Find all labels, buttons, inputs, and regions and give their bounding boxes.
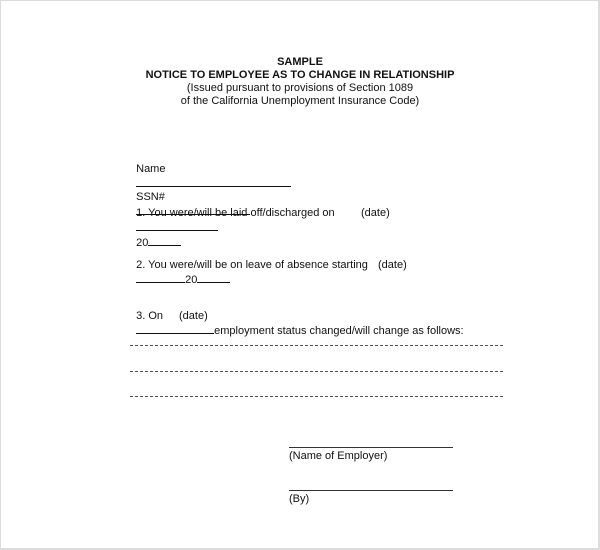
item-1-year-field[interactable] <box>148 235 181 246</box>
employer-name-caption: (Name of Employer) <box>289 450 388 462</box>
name-field[interactable] <box>136 176 291 187</box>
status-change-line-1[interactable] <box>130 345 503 346</box>
employer-name-line[interactable] <box>289 447 453 448</box>
item-2-year-prefix: 20 <box>185 274 198 286</box>
item-2-year-field[interactable] <box>197 272 230 283</box>
item-2-date-caption: (date) <box>378 259 407 271</box>
name-label: Name <box>136 163 166 175</box>
status-change-line-3[interactable] <box>130 396 503 397</box>
header-title: NOTICE TO EMPLOYEE AS TO CHANGE IN RELATIONSHIP <box>145 69 455 81</box>
ssn-label: SSN# <box>136 191 165 203</box>
document-header <box>0 56 600 108</box>
item-1-text: 1. You were/will be laid off/discharged on <box>136 207 335 219</box>
header-sample: SAMPLE <box>277 56 323 68</box>
header-subtitle-1: (Issued pursuant to provisions of Section 1089 <box>186 82 414 94</box>
item-3-suffix: employment status changed/will change as follows: <box>214 325 464 337</box>
header-subtitle-2: of the California Unemployment Insurance Code) <box>180 95 420 107</box>
item-3-date-caption: (date) <box>179 310 208 322</box>
by-signature-line[interactable] <box>289 490 453 491</box>
item-3-date-field[interactable] <box>136 323 214 334</box>
item-2-row <box>130 246 368 287</box>
by-caption: (By) <box>289 493 310 505</box>
item-3-prefix: 3. On <box>136 310 164 322</box>
item-1-date-field[interactable] <box>136 220 218 231</box>
item-1-row <box>130 194 335 250</box>
status-change-line-2[interactable] <box>130 371 503 372</box>
item-2-date-field[interactable] <box>136 272 185 283</box>
item-1-date-caption: (date) <box>361 207 390 219</box>
item-2-text: 2. You were/will be on leave of absence starting <box>136 259 368 271</box>
item-1-year-prefix: 20 <box>136 237 149 249</box>
